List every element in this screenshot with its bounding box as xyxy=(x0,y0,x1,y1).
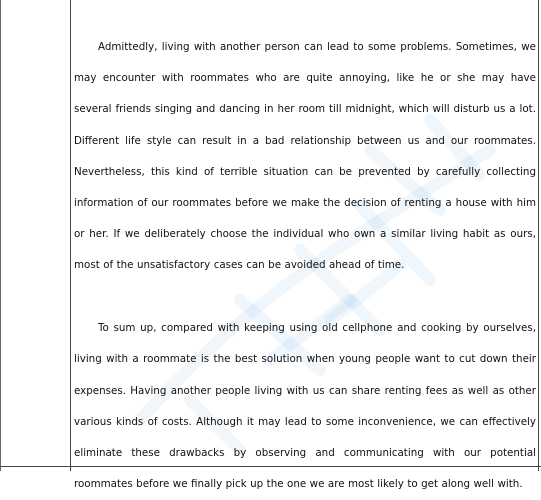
essay-body xyxy=(74,32,536,500)
table-right-border xyxy=(538,0,539,471)
table-column-divider xyxy=(70,0,71,471)
paragraph-problems: Admittedly, living with another person can lead to some problems. Sometimes, we may encounter with roommates who are quite annoying, like he or she may have several friends singing and dancing in her room till midnight, which will disturb us a lot. Different life style can result in a bad relationship between us and our roommates. Nevertheless, this kind of terrible situation can be prevented by carefully collecting information of our roommates before we make the decision of renting a house with him or her. If we deliberately choose the individual who own a similar living habit as ours, most of the unsatisfactory cases can be avoided ahead of time. xyxy=(74,41,536,272)
table-left-border xyxy=(0,0,1,471)
paragraph-conclusion: To sum up, compared with keeping using old cellphone and cooking by ourselves, living with a roommate is the best solution when young people want to cut down their expenses. Having another people living with us can share renting fees as well as other various kinds of costs. Although it may lead to some inconvenience, we can effectively eliminate these drawbacks by observing and communicating with our potential roommates before we finally pick up the one we are most likely to get along well with. xyxy=(74,322,536,491)
